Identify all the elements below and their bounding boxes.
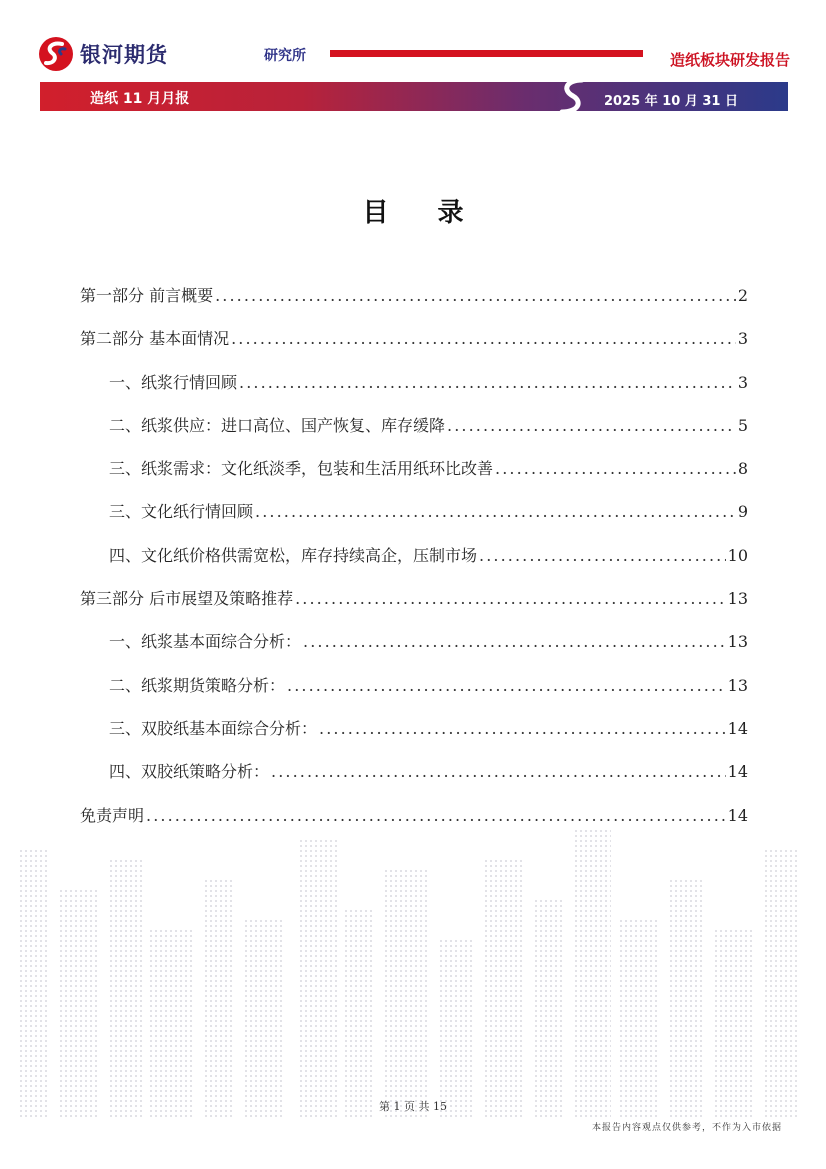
toc-entry[interactable] — [80, 497, 748, 540]
toc-entry[interactable] — [80, 757, 748, 800]
brand-logo — [38, 36, 168, 72]
toc-leader — [215, 281, 736, 311]
toc-entry-page: 13 — [727, 632, 748, 652]
table-of-contents — [80, 281, 748, 844]
toc-leader — [271, 757, 726, 787]
toc-entry-label: 第一部分 前言概要 — [80, 286, 214, 305]
toc-entry-page: 5 — [737, 415, 748, 435]
toc-entry-page: 2 — [737, 286, 748, 305]
toc-entry-label: 二、纸浆期货策略分析： — [109, 675, 286, 695]
toc-entry[interactable] — [80, 714, 748, 757]
toc-leader — [231, 324, 736, 354]
toc-entry-label: 三、文化纸行情回顾 — [109, 502, 254, 522]
toc-entry[interactable] — [80, 281, 748, 324]
toc-leader — [287, 671, 726, 701]
toc-entry-page: 14 — [727, 805, 748, 825]
galaxy-logo-icon — [38, 36, 74, 72]
toc-entry-page: 3 — [737, 329, 748, 349]
toc-entry-label: 免责声明 — [80, 805, 145, 825]
toc-entry-page: 9 — [737, 502, 748, 522]
toc-leader — [319, 714, 726, 744]
toc-entry-page: 10 — [727, 545, 748, 565]
department-label: 研究所 — [264, 48, 306, 64]
toc-leader — [239, 368, 736, 398]
toc-leader — [295, 584, 726, 614]
toc-entry[interactable] — [80, 324, 748, 367]
toc-entry[interactable] — [80, 584, 748, 627]
toc-entry[interactable] — [80, 454, 748, 497]
report-name: 造纸 11 月月报 — [90, 91, 190, 107]
toc-entry-page: 14 — [727, 762, 748, 782]
toc-entry[interactable] — [80, 368, 748, 411]
toc-entry-label: 一、纸浆基本面综合分析： — [109, 632, 302, 652]
footer-disclaimer: 本报告内容观点仅供参考，不作为入市依据 — [591, 1123, 782, 1133]
toc-leader — [495, 454, 736, 484]
brand-name: 银河期货 — [80, 43, 168, 67]
toc-entry-page: 13 — [727, 675, 748, 695]
toc-entry-page: 13 — [727, 589, 748, 609]
toc-title: 目 录 — [362, 198, 484, 228]
toc-leader — [447, 411, 736, 441]
report-type: 造纸板块研发报告 — [669, 51, 790, 69]
toc-entry-label: 四、文化纸价格供需宽松，库存持续高企，压制市场 — [109, 545, 478, 565]
toc-entry-page: 8 — [737, 459, 748, 479]
toc-entry-label: 第二部分 基本面情况 — [80, 329, 230, 349]
toc-entry-label: 二、纸浆供应：进口高位、国产恢复、库存缓降 — [109, 415, 446, 435]
toc-entry-label: 一、纸浆行情回顾 — [109, 372, 238, 392]
toc-entry-page: 3 — [737, 372, 748, 392]
toc-entry[interactable] — [80, 627, 748, 670]
toc-leader — [255, 497, 736, 527]
toc-entry-label: 三、双胶纸基本面综合分析： — [109, 718, 318, 738]
toc-leader — [479, 541, 726, 571]
header-red-rule — [330, 50, 643, 57]
toc-entry-label: 三、纸浆需求：文化纸淡季，包装和生活用纸环比改善 — [109, 459, 494, 479]
city-skyline-watermark — [0, 820, 826, 1120]
toc-entry[interactable] — [80, 541, 748, 584]
toc-entry-label: 第三部分 后市展望及策略推荐 — [80, 589, 294, 609]
swoosh-icon — [556, 76, 590, 116]
toc-entry-page: 14 — [727, 718, 748, 738]
toc-leader — [303, 627, 726, 657]
toc-entry[interactable] — [80, 671, 748, 714]
page-number: 第 1 页 共 15 — [379, 1100, 447, 1113]
report-date: 2025 年 10 月 31 日 — [604, 94, 738, 109]
toc-entry-label: 四、双胶纸策略分析： — [109, 762, 270, 782]
toc-entry[interactable] — [80, 411, 748, 454]
